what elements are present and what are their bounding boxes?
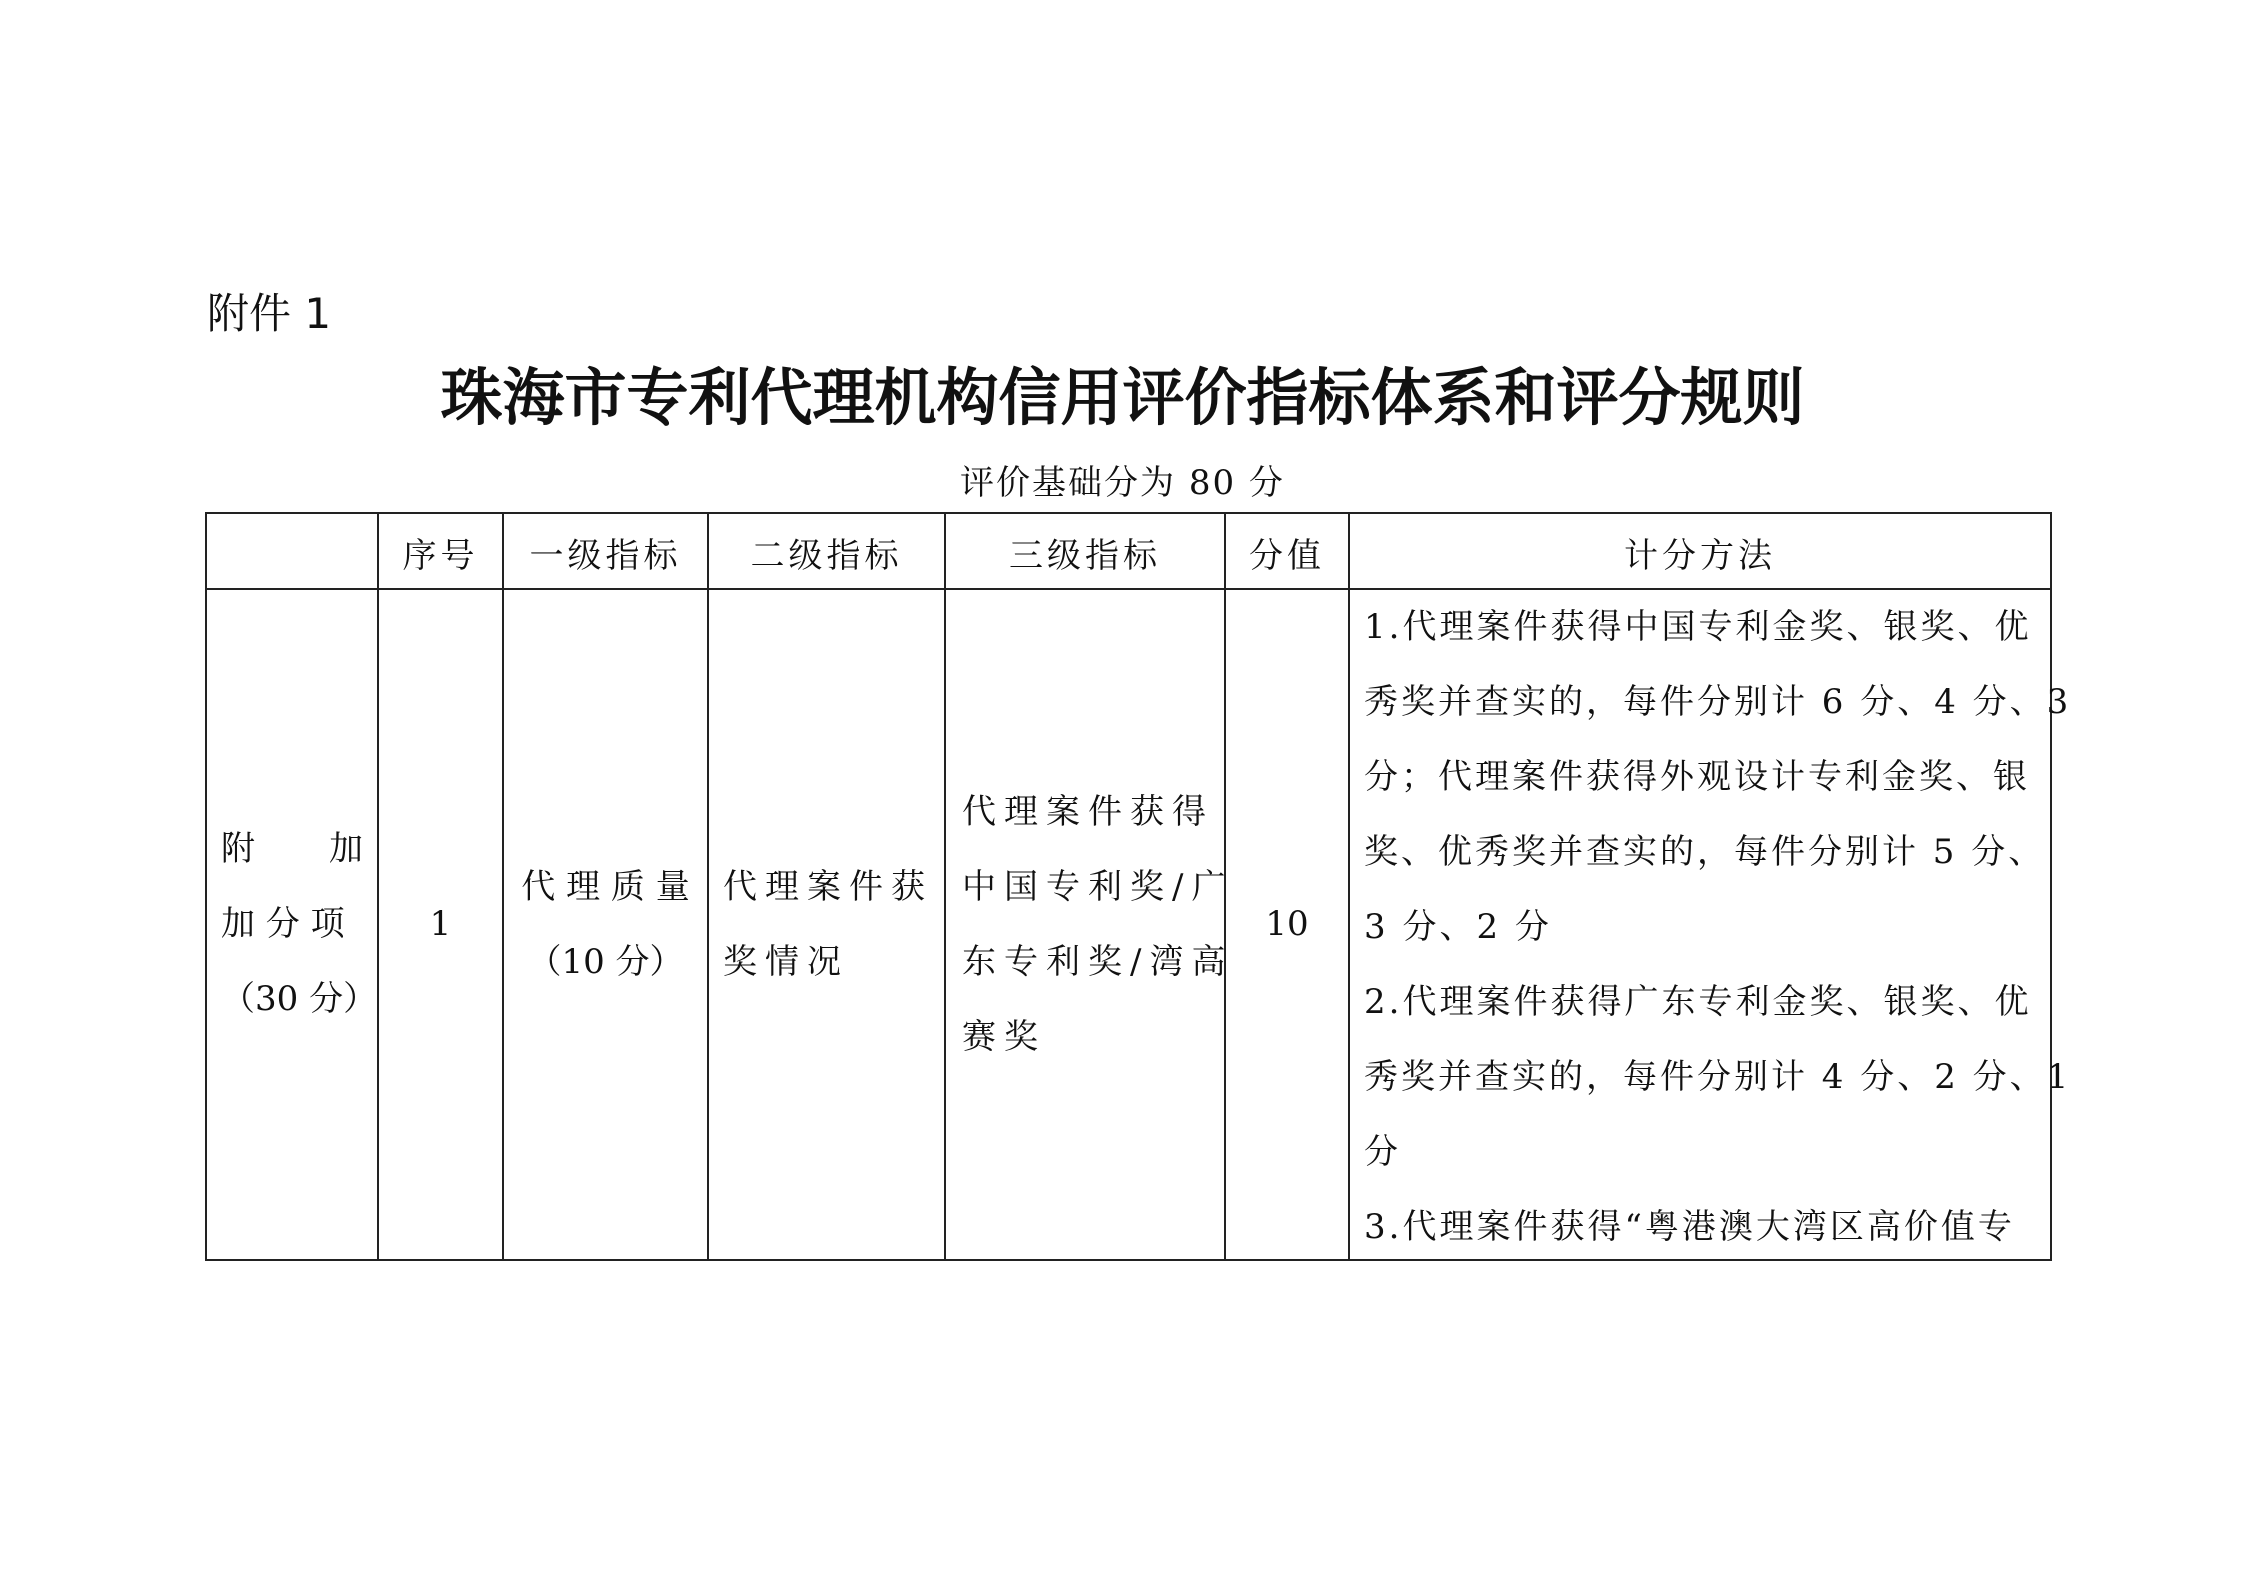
category-line-3: （30 分） xyxy=(221,979,378,1019)
level3-line-2: 中国专利奖/广 xyxy=(962,866,1234,907)
method-line: 3 分、2 分 xyxy=(1364,907,1552,947)
seq-value: 1 xyxy=(429,904,452,944)
level3-line-1: 代理案件获得 xyxy=(962,791,1214,832)
header-seq: 序号 xyxy=(402,535,479,576)
level1-cell xyxy=(504,590,707,1259)
header-level1: 一级指标 xyxy=(529,535,682,576)
category-char-2: 加 xyxy=(329,829,363,869)
evaluation-table xyxy=(205,512,2072,1261)
level1-line-2: （10 分） xyxy=(527,941,684,982)
score-cell xyxy=(1226,590,1348,1259)
method-line: 分 xyxy=(1364,1132,1401,1172)
method-line: 秀奖并查实的，每件分别计 4 分、2 分、1 xyxy=(1364,1057,2072,1097)
level2-line-1: 代理案件获 xyxy=(723,866,933,907)
method-line: 分；代理案件获得外观设计专利金奖、银 xyxy=(1364,757,2030,797)
category-char-1: 附 xyxy=(221,829,255,869)
method-line: 2.代理案件获得广东专利金奖、银奖、优 xyxy=(1364,982,2032,1022)
level3-cell xyxy=(946,590,1234,1259)
seq-cell xyxy=(379,590,502,1259)
method-line: 秀奖并查实的，每件分别计 6 分、4 分、3 xyxy=(1364,682,2072,722)
level2-cell xyxy=(709,590,944,1259)
header-method: 计分方法 xyxy=(1624,535,1776,576)
annex-label: 附件 1 xyxy=(207,289,332,338)
header-level2: 二级指标 xyxy=(750,535,903,576)
header-category xyxy=(207,514,377,590)
method-line: 奖、优秀奖并查实的，每件分别计 5 分、 xyxy=(1364,832,2046,872)
method-line: 3.代理案件获得“粤港澳大湾区高价值专 xyxy=(1364,1207,2015,1247)
method-line: 1.代理案件获得中国专利金奖、银奖、优 xyxy=(1364,607,2032,647)
category-line-1 xyxy=(221,812,363,887)
level3-line-3: 东专利奖/湾高 xyxy=(962,941,1234,982)
category-line-2: 加 分 项 xyxy=(221,904,345,944)
category-cell xyxy=(207,590,377,1259)
base-score-note: 评价基础分为 80 分 xyxy=(960,463,1285,503)
page-title: 珠海市专利代理机构信用评价指标体系和评分规则 xyxy=(440,361,1805,434)
level1-line-1: 代 理 质 量 xyxy=(521,866,690,907)
score-value: 10 xyxy=(1265,904,1309,944)
method-cell xyxy=(1350,590,2072,1265)
header-score: 分值 xyxy=(1249,535,1325,576)
level2-line-2: 奖情况 xyxy=(723,941,849,982)
level3-line-4: 赛奖 xyxy=(962,1016,1046,1057)
header-level3: 三级指标 xyxy=(1009,535,1161,576)
